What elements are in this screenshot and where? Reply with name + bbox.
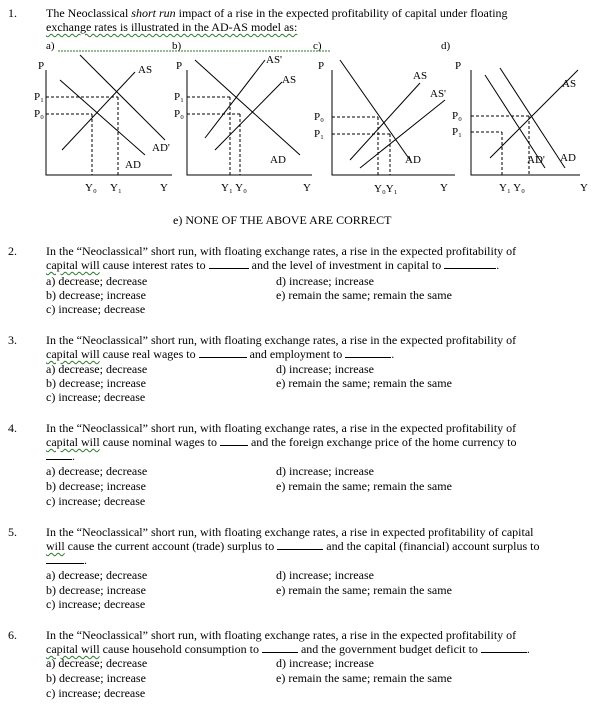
q5-option-a[interactable]: a) decrease; decrease xyxy=(46,568,148,582)
q5-option-d[interactable]: d) increase; increase xyxy=(276,568,374,582)
q4-line2-pre: capital will xyxy=(46,435,100,449)
q4-blank-1 xyxy=(220,435,248,446)
graph-a-y0-label: Y₀ xyxy=(85,182,97,194)
q3-option-c[interactable]: c) increase; decrease xyxy=(46,390,146,404)
q5-line2-mid2: and the capital (financial) account surplus to xyxy=(323,539,540,553)
q6-text xyxy=(46,628,598,656)
q2-option-e[interactable]: e) remain the same; remain the same xyxy=(276,288,452,302)
graph-d-letter: d) xyxy=(441,40,451,52)
q6-line2-mid: cause household consumption to xyxy=(99,642,262,656)
q2-option-c[interactable]: c) increase; decrease xyxy=(46,302,146,316)
graph-a-letter: a) xyxy=(46,40,55,52)
graph-a-ad-line xyxy=(60,80,145,155)
graph-d-ad-label: AD xyxy=(560,152,576,164)
graph-d-ad-line xyxy=(500,68,565,168)
graph-c-ad-label: AD xyxy=(405,154,421,166)
q5-blank-1 xyxy=(277,539,323,550)
q5-text xyxy=(46,525,598,567)
graph-a-p1-label: P₁ xyxy=(34,91,44,103)
q5-line2-mid: cause the current account (trade) surplus to xyxy=(64,539,278,553)
q1-line1-post: impact of a rise in the expected profitability of capital under floating xyxy=(175,6,508,20)
q5-option-b[interactable]: b) decrease; increase xyxy=(46,583,146,597)
q2-option-d[interactable]: d) increase; increase xyxy=(276,274,374,288)
q1-graphs xyxy=(0,0,604,210)
graph-a-p0-label: P₀ xyxy=(34,108,44,120)
graph-a-adp-label: AD' xyxy=(152,142,170,154)
q5-blank-2 xyxy=(46,553,84,564)
q6-option-a[interactable]: a) decrease; decrease xyxy=(46,656,148,670)
graph-a-y1-label: Y₁ xyxy=(110,182,122,194)
graph-b-letter: b) xyxy=(172,40,182,52)
q6-line2-pre: capital will xyxy=(46,642,100,656)
graph-b-p-label: P xyxy=(176,60,183,72)
q4-blank-2 xyxy=(46,449,72,460)
graph-c-p0-label: P₀ xyxy=(314,111,324,123)
q3-line2-mid2: and employment to xyxy=(246,347,346,361)
graph-b-as-label: AS xyxy=(282,74,297,86)
q4-option-a[interactable]: a) decrease; decrease xyxy=(46,464,148,478)
q2-line2-mid2: and the level of investment in capital to xyxy=(248,258,445,272)
q4-option-c[interactable]: c) increase; decrease xyxy=(46,494,146,508)
graph-a-as-line xyxy=(62,72,135,150)
graph-c-ad-line xyxy=(340,60,410,160)
q5-line2-pre: will xyxy=(46,539,65,553)
q4-line2-mid: cause nominal wages to xyxy=(99,435,220,449)
graph-b-p1-label: P₁ xyxy=(174,91,184,103)
q2-line2-mid: cause interest rates to xyxy=(99,258,209,272)
graph-d-p1-label: P₁ xyxy=(452,126,462,138)
graph-c-y0y1-label: Y₀Y₁ xyxy=(374,183,398,195)
graph-a-as-label: AS xyxy=(138,64,153,76)
graph-d-as-label: AS xyxy=(562,78,577,90)
graph-d-y1y0-label: Y₁ Y₀ xyxy=(499,182,525,194)
graph-b-as-line xyxy=(215,82,282,150)
q4-line1: In the “Neoclassical” short run, with floating exchange rates, a rise in the expected profitability of xyxy=(46,421,517,435)
q4-option-e[interactable]: e) remain the same; remain the same xyxy=(276,479,452,493)
q3-line2-pre: capital will xyxy=(46,347,100,361)
q6-line1: In the “Neoclassical” short run, with floating exchange rates, a rise in the expected profitability of xyxy=(46,628,517,642)
q2-option-a[interactable]: a) decrease; decrease xyxy=(46,274,148,288)
q3-line2-end: . xyxy=(391,347,395,361)
q3-line2-mid: cause real wages to xyxy=(99,347,199,361)
graph-b-asp-line xyxy=(205,60,265,138)
graph-b-y-label: Y xyxy=(303,182,311,194)
q2-option-b[interactable]: b) decrease; increase xyxy=(46,288,146,302)
q4-line2-mid2: and the foreign exchange price of the home currency to xyxy=(247,435,517,449)
q3-line1: In the “Neoclassical” short run, with floating exchange rates, a rise in the expected profitability of xyxy=(46,333,517,347)
q2-blank-2 xyxy=(444,258,496,269)
graph-b-asp-label: AS' xyxy=(266,54,283,66)
q6-blank-1 xyxy=(262,642,298,653)
q3-blank-2 xyxy=(345,347,391,358)
q2-text xyxy=(46,244,598,272)
graph-a-y-label: Y xyxy=(160,182,168,194)
graph-a-axes xyxy=(46,70,172,175)
graph-b-ad-label: AD xyxy=(270,154,286,166)
graph-c-letter: c) xyxy=(313,40,322,52)
q6-line2-end: . xyxy=(526,642,530,656)
q4-line2-end: . xyxy=(72,449,75,463)
q6-option-d[interactable]: d) increase; increase xyxy=(276,656,374,670)
graph-d-y-label: Y xyxy=(580,182,588,194)
graph-a xyxy=(46,55,172,175)
q6-blank-2 xyxy=(481,642,527,653)
q5-option-e[interactable]: e) remain the same; remain the same xyxy=(276,583,452,597)
graph-d-adp-label: AD' xyxy=(527,154,545,166)
q5-option-c[interactable]: c) increase; decrease xyxy=(46,597,146,611)
graph-a-ad-label: AD xyxy=(125,159,141,171)
graph-d-p0-label: P₀ xyxy=(452,110,462,122)
graph-b-p0-label: P₀ xyxy=(174,108,184,120)
q4-text xyxy=(46,421,598,463)
q3-option-a[interactable]: a) decrease; decrease xyxy=(46,362,148,376)
q2-line1: In the “Neoclassical” short run, with floating exchange rates, a rise in the expected profitability of xyxy=(46,244,517,258)
graph-d-p-label: P xyxy=(455,60,462,72)
q6-line2-mid2: and the government budget deficit to xyxy=(297,642,481,656)
q2-line2-end: . xyxy=(496,258,500,272)
q3-option-e[interactable]: e) remain the same; remain the same xyxy=(276,376,452,390)
q1-line1-em: short run xyxy=(131,6,176,20)
q1-line1-pre: The Neoclassical xyxy=(46,6,132,20)
q3-option-b[interactable]: b) decrease; increase xyxy=(46,376,146,390)
q3-blank-1 xyxy=(199,347,247,358)
q4-number: 4. xyxy=(8,421,17,435)
q6-number: 6. xyxy=(8,628,17,642)
q3-text xyxy=(46,333,598,361)
q2-blank-1 xyxy=(209,258,249,269)
graph-b-y1y0-label: Y₁ Y₀ xyxy=(221,182,247,194)
graph-c-p-label: P xyxy=(318,60,325,72)
q3-number: 3. xyxy=(8,333,17,347)
q6-option-c[interactable]: c) increase; decrease xyxy=(46,686,146,700)
q1-option-e[interactable]: e) NONE OF THE ABOVE ARE CORRECT xyxy=(173,213,392,227)
q6-option-e[interactable]: e) remain the same; remain the same xyxy=(276,671,452,685)
q3-option-d[interactable]: d) increase; increase xyxy=(276,362,374,376)
graph-c-asp-label: AS' xyxy=(430,88,447,100)
q2-number: 2. xyxy=(8,244,17,258)
graph-c-p1-label: P₁ xyxy=(314,128,324,140)
q5-line2-end: . xyxy=(84,553,87,567)
q2-line2-pre: capital will xyxy=(46,258,100,272)
q1-number: 1. xyxy=(8,6,17,20)
q5-number: 5. xyxy=(8,525,17,539)
graph-c-as-label: AS xyxy=(413,70,428,82)
q4-option-b[interactable]: b) decrease; increase xyxy=(46,479,146,493)
graph-c xyxy=(332,60,455,175)
q6-option-b[interactable]: b) decrease; increase xyxy=(46,671,146,685)
q5-line1: In the “Neoclassical” short run, with floating exchange rates, a rise in expected profitability of capital xyxy=(46,525,534,539)
q1-line2: exchange rates is illustrated in the AD-AS model as: xyxy=(46,20,298,34)
graph-a-p-label: P xyxy=(38,60,45,72)
graph-c-y-label: Y xyxy=(440,182,448,194)
q4-option-d[interactable]: d) increase; increase xyxy=(276,464,374,478)
